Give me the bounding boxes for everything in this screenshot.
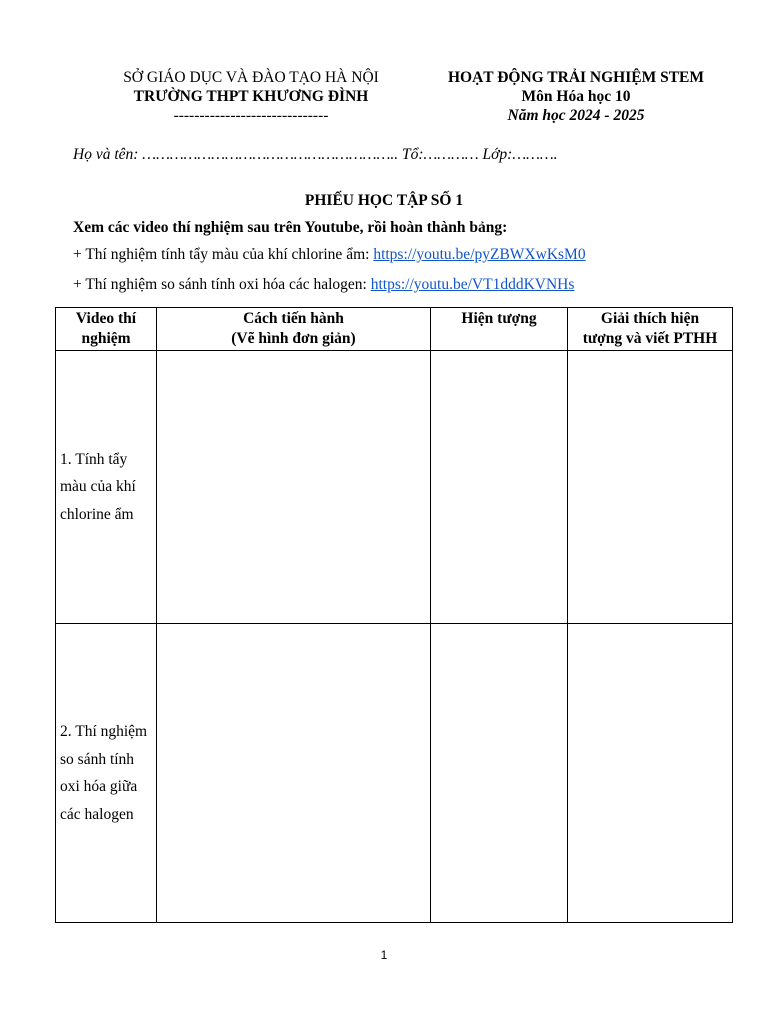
header-explanation xyxy=(568,308,733,351)
header-phenomenon xyxy=(431,308,568,351)
header-right xyxy=(426,68,726,125)
experiment-2-link[interactable]: https://youtu.be/VT1dddKVNHs xyxy=(370,276,575,293)
header-procedure xyxy=(157,308,431,351)
header-procedure-line1: Cách tiến hành xyxy=(243,310,344,327)
school-year: Năm học 2024 - 2025 xyxy=(507,107,645,124)
header-video-line2: nghiệm xyxy=(81,330,131,347)
header-video-line1: Video thí xyxy=(75,310,137,327)
row-1-explanation-cell[interactable] xyxy=(568,351,733,624)
header-left xyxy=(96,68,406,125)
experiment-2-text: + Thí nghiệm so sánh tính oxi hóa các halogen: xyxy=(73,276,371,293)
page-number: 1 xyxy=(380,948,388,962)
row-2-video-cell: 2. Thí nghiệm so sánh tính oxi hóa giữa các halogen xyxy=(56,624,157,923)
experiment-1-link[interactable]: https://youtu.be/pyZBWXwKsM0 xyxy=(373,246,586,263)
worksheet-instruction: Xem các video thí nghiệm sau trên Youtube, rồi hoàn thành bảng: xyxy=(73,219,508,236)
student-info-line: Họ và tên: ……………………………………………….. Tổ:………… Lớp:………. xyxy=(73,146,558,163)
experiment-2-line xyxy=(73,276,574,294)
header-procedure-line2: (Vẽ hình đơn giản) xyxy=(231,330,356,347)
header-explanation-line1: Giải thích hiện xyxy=(600,310,700,327)
experiment-1-text: + Thí nghiệm tính tẩy màu của khí chlorine ẩm: xyxy=(73,246,374,263)
activity-title: HOẠT ĐỘNG TRẢI NGHIỆM STEM xyxy=(447,69,705,86)
worksheet-title: PHIẾU HỌC TẬP SỐ 1 xyxy=(304,192,464,209)
table-row xyxy=(56,624,733,923)
department-name: SỞ GIÁO DỤC VÀ ĐÀO TẠO HÀ NỘI xyxy=(123,69,379,86)
row-2-phenomenon-cell[interactable] xyxy=(431,624,568,923)
header-divider: ------------------------------ xyxy=(173,107,329,124)
experiment-table xyxy=(55,307,733,923)
school-name: TRƯỜNG THPT KHƯƠNG ĐÌNH xyxy=(133,88,369,105)
row-1-video-cell: 1. Tính tẩy màu của khí chlorine ẩm xyxy=(56,351,157,624)
table-header-row xyxy=(56,308,733,351)
row-2-explanation-cell[interactable] xyxy=(568,624,733,923)
experiment-1-line xyxy=(73,246,586,264)
header-phenomenon-line1: Hiện tượng xyxy=(461,310,537,327)
header-video xyxy=(56,308,157,351)
row-1-procedure-cell[interactable] xyxy=(157,351,431,624)
row-2-procedure-cell[interactable] xyxy=(157,624,431,923)
subject-name: Môn Hóa học 10 xyxy=(521,88,631,105)
table-row xyxy=(56,351,733,624)
row-1-phenomenon-cell[interactable] xyxy=(431,351,568,624)
header-explanation-line2: tượng và viết PTHH xyxy=(582,330,718,347)
